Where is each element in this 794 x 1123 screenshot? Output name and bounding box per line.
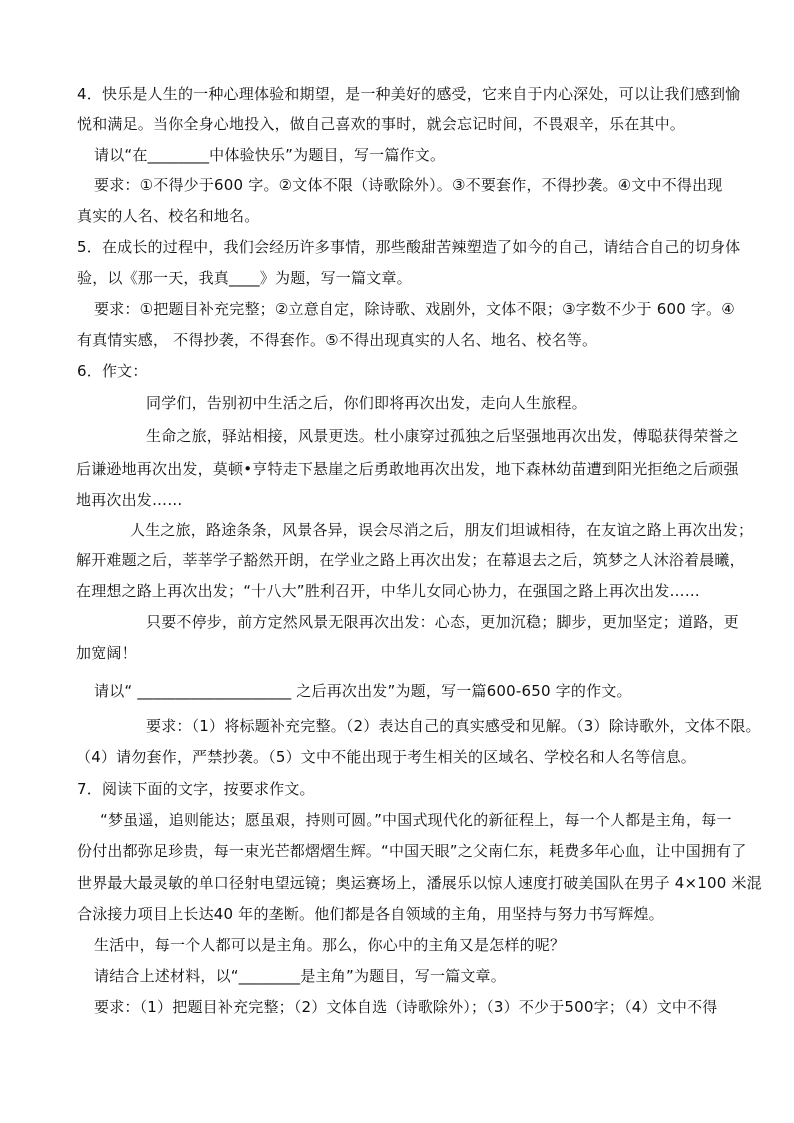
q4-requirements-line-1: 要求：①不得少于600 字。②文体不限（诗歌除外）。③不要套作，不得抄袭。④文中不得出现 [94,176,723,194]
q6-material-line-2: 生命之旅，驿站相接，风景更迭。杜小康穿过孤独之后坚强地再次出发，傅聪获得荣誉之 [146,427,739,445]
q6-heading: 6．作文： [77,362,148,380]
q6-material-line-6: 解开难题之后，莘莘学子豁然开朗，在学业之路上再次出发；在幕退去之后，筑梦之人沐浴着晨曦， [76,551,745,569]
q6-requirements-line-1: 要求：（1）将标题补充完整。（2）表达自己的真实感受和见解。（3）除诗歌外，文体不限。 [146,717,761,735]
q6-material-line-8: 只要不停步，前方定然风景无限再次出发：心态，更加沉稳；脚步，更加坚定；道路，更 [146,613,739,631]
q4-prompt-line-1: 4．快乐是人生的一种心理体验和期望，是一种美好的感受，它来自于内心深处，可以让我们感到愉 [77,85,741,103]
q7-heading: 7．阅读下面的文字，按要求作文。 [77,780,315,798]
q6-title-instruction: 请以“ ____________________ 之后再次出发”为题，写一篇600-650 字的作文。 [94,682,632,700]
q4-prompt-line-2: 悦和满足。当你全身心地投入，做自己喜欢的事时，就会忘记时间，不畏艰辛，乐在其中。 [77,115,686,133]
q4-title-instruction: 请以“在________中体验快乐”为题目，写一篇作文。 [94,146,446,164]
q7-requirements-line-1: 要求：（1）把题目补充完整；（2）文体自选（诗歌除外）；（3）不少于500字；（4）文中不得 [94,998,718,1016]
q7-question: 生活中，每一个人都可以是主角。那么，你心中的主角又是怎样的呢？ [94,936,566,954]
q5-prompt-line-1: 5．在成长的过程中，我们会经历许多事情，那些酸甜苦辣塑造了如今的自己，请结合自己的切身体 [77,238,741,256]
q4-requirements-line-2: 真实的人名、校名和地名。 [77,207,260,225]
q7-title-instruction: 请结合上述材料，以“________是主角”为题目，写一篇文章。 [94,967,506,985]
q6-material-line-3: 后谦逊地再次出发，莫顿•亨特走下悬崖之后勇敢地再次出发，地下森林幼苗遭到阳光拒绝之后顽强 [76,460,739,478]
q6-requirements-line-2: （4）请勿套作，严禁抄袭。（5）文中不能出现于考生相关的区域名、学校名和人名等信息。 [76,748,696,766]
q6-material-line-4: 地再次出发…… [76,491,183,509]
q5-prompt-line-2: 验，以《那一天，我真____》为题，写一篇文章。 [77,269,412,287]
q5-requirements-line-1: 要求：①把题目补充完整；②立意自定，除诗歌、戏剧外，文体不限；③字数不少于 600 字。④ [94,300,735,318]
q7-material-line-2: 份付出都弥足珍贵，每一束光芒都熠熠生辉。“中国天眼”之父南仁东，耗费多年心血，让中国拥有了 [77,842,747,860]
q6-material-line-1: 同学们，告别初中生活之后，你们即将再次出发，走向人生旅程。 [146,394,587,412]
q7-material-line-1: “梦虽遥，追则能达；愿虽艰，持则可圆。”中国式现代化的新征程上，每一个人都是主角，每一 [100,811,732,829]
q7-material-line-4: 合泳接力项目上长达40 年的垄断。他们都是各自领域的主角，用坚持与努力书写辉煌。 [77,905,664,923]
q6-material-line-9: 加宽阔！ [76,644,137,662]
q5-requirements-line-2: 有真情实感， 不得抄袭，不得套作。⑤不得出现真实的人名、地名、校名等。 [77,331,598,349]
q6-material-line-7: 在理想之路上再次出发；“十八大”胜利召开，中华儿女同心协力，在强国之路上再次出发…… [76,582,700,600]
q6-material-line-5: 人生之旅，路途条条，风景各异，误会尽消之后，朋友们坦诚相待，在友谊之路上再次出发； [130,521,754,539]
q7-material-line-3: 世界最大最灵敏的单口径射电望远镜；奥运赛场上，潘展乐以惊人速度打破美国队在男子 4×100 米混 [77,874,762,892]
